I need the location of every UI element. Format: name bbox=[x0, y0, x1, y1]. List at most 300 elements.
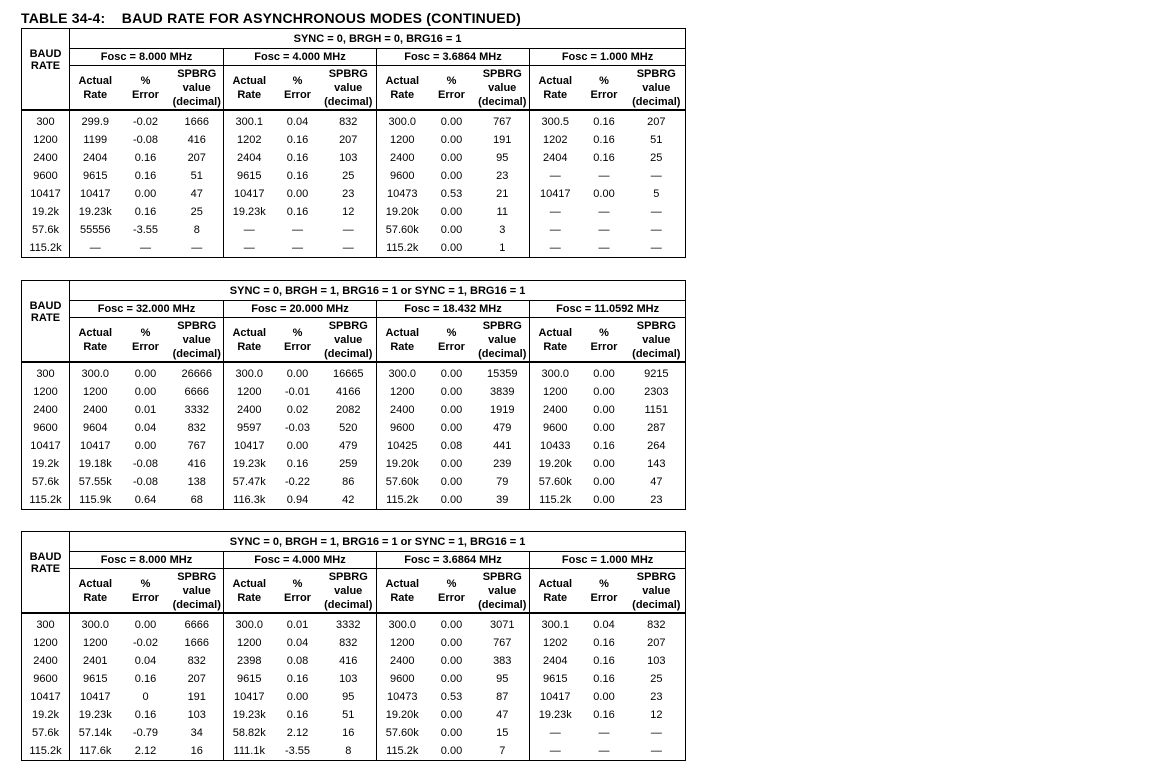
table-row bbox=[22, 613, 686, 634]
fosc-header: Fosc = 4.000 MHz bbox=[224, 552, 377, 569]
table-cell: 0.16 bbox=[286, 206, 309, 218]
table-cell: 0.04 bbox=[286, 637, 309, 649]
table-cell: 10417 bbox=[79, 440, 111, 452]
table-cell: 117.6k bbox=[70, 742, 121, 761]
baud-rate-cell: 10417 bbox=[22, 688, 70, 706]
table-cell: -0.08 bbox=[132, 458, 159, 470]
table-cell: 58.82k bbox=[232, 727, 266, 739]
table-cell: 207 bbox=[321, 131, 377, 149]
table-cell: 1666 bbox=[171, 634, 224, 652]
table-cell: 2082 bbox=[321, 401, 377, 419]
table-cell: 9215 bbox=[628, 362, 686, 383]
table-cell: -0.01 bbox=[284, 386, 311, 398]
baud-rate-cell: 1200 bbox=[22, 634, 70, 652]
table-cell: 0.00 bbox=[286, 368, 309, 380]
baud-rate-cell: 2400 bbox=[22, 401, 70, 419]
table-cell: 259 bbox=[321, 455, 377, 473]
fosc-header: Fosc = 18.432 MHz bbox=[377, 301, 530, 318]
fosc-header: Fosc = 8.000 MHz bbox=[70, 552, 224, 569]
spbrg-value-header: SPBRG value (decimal) bbox=[628, 318, 686, 363]
table-cell: 2400 bbox=[83, 404, 108, 416]
table-cell: — bbox=[628, 724, 686, 742]
table-cell: 10417 bbox=[233, 691, 265, 703]
table-cell: 416 bbox=[171, 455, 224, 473]
baud-rate-cell: 115.2k bbox=[22, 491, 70, 510]
table-cell: 19.23k bbox=[78, 206, 112, 218]
table-cell: 832 bbox=[628, 613, 686, 634]
table-cell: 0.04 bbox=[134, 655, 157, 667]
table-cell: 2303 bbox=[628, 383, 686, 401]
table-cell: 0.00 bbox=[428, 742, 476, 761]
table-cell: 207 bbox=[628, 110, 686, 131]
table-cell: — bbox=[598, 206, 610, 218]
table-cell: 1151 bbox=[628, 401, 686, 419]
table-cell: 300.0 bbox=[388, 368, 417, 380]
table-cell: — bbox=[628, 167, 686, 185]
baud-rate-cell: 57.6k bbox=[22, 221, 70, 239]
table-cell: 767 bbox=[476, 634, 530, 652]
percent-error-header: % Error bbox=[121, 318, 171, 363]
table-cell: 300.0 bbox=[541, 368, 570, 380]
baud-rate-cell: 9600 bbox=[22, 670, 70, 688]
table-cell: 0.00 bbox=[593, 404, 615, 416]
table-cell: 57.47k bbox=[232, 476, 266, 488]
table-cell: 0.16 bbox=[593, 116, 615, 128]
table-cell: 0 bbox=[142, 691, 149, 703]
baud-rate-cell: 9600 bbox=[22, 167, 70, 185]
table-cell: 767 bbox=[476, 110, 530, 131]
table-cell: 115.2k bbox=[377, 742, 428, 761]
table-cell: 86 bbox=[321, 473, 377, 491]
table-cell: 47 bbox=[476, 706, 530, 724]
actual-rate-header: Actual Rate bbox=[377, 318, 428, 363]
table-cell: 0.00 bbox=[593, 691, 615, 703]
table-row bbox=[22, 473, 686, 491]
table-cell: 416 bbox=[171, 131, 224, 149]
baud-rate-cell: 115.2k bbox=[22, 239, 70, 258]
table-cell: 2404 bbox=[543, 655, 568, 667]
baud-rate-cell: 1200 bbox=[22, 131, 70, 149]
table-cell: 4166 bbox=[321, 383, 377, 401]
table-cell: 115.2k bbox=[377, 239, 428, 258]
table-cell: 15359 bbox=[476, 362, 530, 383]
spbrg-value-header: SPBRG value (decimal) bbox=[171, 318, 224, 363]
baud-rate-cell: 10417 bbox=[22, 185, 70, 203]
table-cell: 2398 bbox=[237, 655, 262, 667]
table-cell: 2.12 bbox=[286, 727, 309, 739]
table-cell: — bbox=[321, 239, 377, 258]
table-row bbox=[22, 688, 686, 706]
table-cell: 19.23k bbox=[232, 709, 266, 721]
table-cell: 0.00 bbox=[440, 134, 463, 146]
table-cell: 57.60k bbox=[385, 224, 419, 236]
table-cell: 12 bbox=[321, 203, 377, 221]
table-cell: -0.22 bbox=[284, 476, 311, 488]
baud-rate-cell: 10417 bbox=[22, 437, 70, 455]
table-cell: 300.0 bbox=[81, 619, 110, 631]
baud-rate-cell: 115.2k bbox=[22, 742, 70, 761]
table-title: TABLE 34-4: BAUD RATE FOR ASYNCHRONOUS MODES (CONTINUED) bbox=[21, 10, 521, 26]
table-cell: 103 bbox=[171, 706, 224, 724]
table-cell: 0.16 bbox=[286, 152, 309, 164]
table-cell: 0.04 bbox=[286, 116, 309, 128]
table-cell: — bbox=[549, 224, 561, 236]
percent-error-header: % Error bbox=[275, 318, 321, 363]
table-cell: 47 bbox=[628, 473, 686, 491]
table-cell: 2.12 bbox=[121, 742, 171, 761]
table-cell: 143 bbox=[628, 455, 686, 473]
table-cell: 115.2k bbox=[530, 491, 581, 510]
table-row bbox=[22, 185, 686, 203]
table-cell: — bbox=[628, 239, 686, 258]
table-cell: 10417 bbox=[539, 691, 571, 703]
table-cell: 19.20k bbox=[385, 458, 419, 470]
percent-error-header: % Error bbox=[275, 66, 321, 111]
table-cell: 47 bbox=[171, 185, 224, 203]
table-cell: 2400 bbox=[390, 152, 415, 164]
table-cell: 10473 bbox=[386, 691, 418, 703]
table-cell: 87 bbox=[476, 688, 530, 706]
table-cell: 0.00 bbox=[134, 188, 157, 200]
table-cell: 138 bbox=[171, 473, 224, 491]
spbrg-value-header: SPBRG value (decimal) bbox=[628, 569, 686, 614]
table-cell: 0.08 bbox=[440, 440, 463, 452]
table-cell: 767 bbox=[171, 437, 224, 455]
fosc-header: Fosc = 1.000 MHz bbox=[530, 552, 686, 569]
table-row bbox=[22, 491, 686, 510]
percent-error-header: % Error bbox=[581, 66, 628, 111]
table-cell: 479 bbox=[476, 419, 530, 437]
table-cell: 51 bbox=[171, 167, 224, 185]
table-cell: 19.23k bbox=[78, 709, 112, 721]
table-cell: 0.00 bbox=[593, 188, 615, 200]
table-cell: 10417 bbox=[233, 440, 265, 452]
actual-rate-header: Actual Rate bbox=[224, 66, 275, 111]
table-cell: 57.60k bbox=[385, 476, 419, 488]
table-cell: 0.00 bbox=[286, 188, 309, 200]
table-cell: 6666 bbox=[171, 383, 224, 401]
table-cell: 51 bbox=[628, 131, 686, 149]
table-cell: 520 bbox=[321, 419, 377, 437]
table-cell: 8 bbox=[171, 221, 224, 239]
table-cell: 416 bbox=[321, 652, 377, 670]
spbrg-value-header: SPBRG value (decimal) bbox=[321, 569, 377, 614]
table-cell: 0.53 bbox=[440, 188, 463, 200]
table-cell: 21 bbox=[476, 185, 530, 203]
fosc-header: Fosc = 3.6864 MHz bbox=[377, 49, 530, 66]
table-cell: 287 bbox=[628, 419, 686, 437]
table-cell: 832 bbox=[321, 110, 377, 131]
table-cell: 239 bbox=[476, 455, 530, 473]
table-cell: 1200 bbox=[390, 637, 415, 649]
table-cell: 0.00 bbox=[440, 637, 463, 649]
table-cell: 10425 bbox=[386, 440, 418, 452]
table-cell: 1200 bbox=[390, 134, 415, 146]
table-cell: 383 bbox=[476, 652, 530, 670]
table-cell: 0.08 bbox=[286, 655, 309, 667]
table-cell: -3.55 bbox=[132, 224, 159, 236]
table-cell: 9600 bbox=[390, 673, 415, 685]
table-cell: 19.23k bbox=[232, 206, 266, 218]
table-cell: -0.08 bbox=[132, 134, 159, 146]
table-cell: 16 bbox=[321, 724, 377, 742]
table-cell: 12 bbox=[628, 706, 686, 724]
table-cell: 3332 bbox=[171, 401, 224, 419]
baud-rate-cell: 19.2k bbox=[22, 706, 70, 724]
table-cell: — bbox=[121, 239, 171, 258]
table-cell: 0.16 bbox=[134, 206, 157, 218]
table-cell: — bbox=[224, 239, 275, 258]
table-cell: 191 bbox=[171, 688, 224, 706]
table-cell: 0.16 bbox=[593, 440, 615, 452]
table-cell: 0.00 bbox=[428, 239, 476, 258]
table-row bbox=[22, 401, 686, 419]
fosc-header: Fosc = 8.000 MHz bbox=[70, 49, 224, 66]
table-cell: 19.23k bbox=[538, 709, 572, 721]
table-row bbox=[22, 221, 686, 239]
table-cell: — bbox=[243, 224, 255, 236]
table-cell: 0.00 bbox=[134, 440, 157, 452]
table-cell: 25 bbox=[628, 670, 686, 688]
table-cell: 10417 bbox=[233, 188, 265, 200]
table-cell: 0.00 bbox=[593, 476, 615, 488]
table-cell: 832 bbox=[171, 652, 224, 670]
percent-error-header: % Error bbox=[581, 569, 628, 614]
fosc-header: Fosc = 20.000 MHz bbox=[224, 301, 377, 318]
table-cell: 2404 bbox=[543, 152, 568, 164]
table-cell: 300.5 bbox=[541, 116, 570, 128]
table-cell: — bbox=[598, 170, 610, 182]
actual-rate-header: Actual Rate bbox=[70, 569, 121, 614]
table-cell: 2400 bbox=[237, 404, 262, 416]
actual-rate-header: Actual Rate bbox=[70, 66, 121, 111]
table-cell: 0.64 bbox=[121, 491, 171, 510]
baud-rate-header: BAUD RATE bbox=[22, 532, 70, 614]
table-cell: 1919 bbox=[476, 401, 530, 419]
baud-rate-cell: 300 bbox=[22, 110, 70, 131]
table-cell: 299.9 bbox=[81, 116, 110, 128]
table-cell: 0.16 bbox=[593, 152, 615, 164]
table-cell: 9615 bbox=[237, 170, 262, 182]
percent-error-header: % Error bbox=[581, 318, 628, 363]
table-cell: 0.00 bbox=[440, 224, 463, 236]
table-cell: 1666 bbox=[171, 110, 224, 131]
baud-rate-cell: 19.2k bbox=[22, 455, 70, 473]
table-cell: 0.16 bbox=[593, 673, 615, 685]
table-cell: 9604 bbox=[83, 422, 108, 434]
table-cell: 191 bbox=[476, 131, 530, 149]
table-caption: SYNC = 0, BRGH = 1, BRG16 = 1 or SYNC = 1, BRG16 = 1 bbox=[70, 532, 686, 552]
actual-rate-header: Actual Rate bbox=[224, 569, 275, 614]
fosc-header: Fosc = 1.000 MHz bbox=[530, 49, 686, 66]
table-cell: 0.16 bbox=[286, 170, 309, 182]
table-cell: 25 bbox=[628, 149, 686, 167]
table-cell: 0.00 bbox=[440, 655, 463, 667]
table-caption: SYNC = 0, BRGH = 1, BRG16 = 1 or SYNC = 1, BRG16 = 1 bbox=[70, 281, 686, 301]
table-cell: 264 bbox=[628, 437, 686, 455]
table-cell: 300.0 bbox=[81, 368, 110, 380]
table-cell: 0.16 bbox=[134, 170, 157, 182]
table-cell: 0.00 bbox=[134, 386, 157, 398]
table-cell: 95 bbox=[476, 670, 530, 688]
table-cell: 0.16 bbox=[134, 152, 157, 164]
table-cell: — bbox=[171, 239, 224, 258]
table-cell: 0.00 bbox=[440, 368, 463, 380]
table-cell: 0.00 bbox=[440, 170, 463, 182]
spbrg-value-header: SPBRG value (decimal) bbox=[628, 66, 686, 111]
percent-error-header: % Error bbox=[275, 569, 321, 614]
table-cell: 832 bbox=[321, 634, 377, 652]
table-cell: 9597 bbox=[237, 422, 262, 434]
table-cell: 0.01 bbox=[286, 619, 309, 631]
table-cell: — bbox=[628, 742, 686, 761]
table-cell: 19.20k bbox=[385, 709, 419, 721]
table-cell: 0.00 bbox=[440, 152, 463, 164]
table-cell: 103 bbox=[628, 652, 686, 670]
table-cell: 300.0 bbox=[388, 116, 417, 128]
table-cell: 0.00 bbox=[440, 404, 463, 416]
table-cell: -0.02 bbox=[132, 637, 159, 649]
table-cell: 34 bbox=[171, 724, 224, 742]
table-cell: 0.00 bbox=[134, 619, 157, 631]
table-cell: 0.16 bbox=[286, 673, 309, 685]
spbrg-value-header: SPBRG value (decimal) bbox=[171, 569, 224, 614]
table-cell: 103 bbox=[321, 149, 377, 167]
table-cell: 0.16 bbox=[134, 673, 157, 685]
baud-rate-cell: 300 bbox=[22, 613, 70, 634]
table-cell: 1200 bbox=[83, 386, 108, 398]
table-caption: SYNC = 0, BRGH = 0, BRG16 = 1 bbox=[70, 29, 686, 49]
actual-rate-header: Actual Rate bbox=[70, 318, 121, 363]
table-cell: 10433 bbox=[539, 440, 571, 452]
table-cell: 0.16 bbox=[593, 637, 615, 649]
table-cell: 0.00 bbox=[440, 206, 463, 218]
table-cell: 42 bbox=[321, 491, 377, 510]
table-cell: — bbox=[321, 221, 377, 239]
percent-error-header: % Error bbox=[428, 318, 476, 363]
table-row bbox=[22, 634, 686, 652]
table-cell: 15 bbox=[476, 724, 530, 742]
percent-error-header: % Error bbox=[428, 569, 476, 614]
table-cell: 57.60k bbox=[385, 727, 419, 739]
table-cell: 9600 bbox=[390, 170, 415, 182]
table-cell: 0.16 bbox=[134, 709, 157, 721]
table-cell: 0.16 bbox=[593, 655, 615, 667]
table-row bbox=[22, 362, 686, 383]
table-cell: 0.00 bbox=[593, 368, 615, 380]
table-cell: 207 bbox=[628, 634, 686, 652]
table-row bbox=[22, 724, 686, 742]
table-cell: 479 bbox=[321, 437, 377, 455]
baud-rate-header: BAUD RATE bbox=[22, 281, 70, 363]
fosc-header: Fosc = 4.000 MHz bbox=[224, 49, 377, 66]
table-cell: 0.16 bbox=[286, 134, 309, 146]
baud-rate-cell: 57.6k bbox=[22, 473, 70, 491]
table-row bbox=[22, 149, 686, 167]
actual-rate-header: Actual Rate bbox=[530, 569, 581, 614]
table-cell: — bbox=[530, 742, 581, 761]
table-cell: 0.00 bbox=[593, 458, 615, 470]
table-cell: 23 bbox=[476, 167, 530, 185]
table-cell: 9615 bbox=[83, 170, 108, 182]
table-cell: 2400 bbox=[543, 404, 568, 416]
table-cell: — bbox=[598, 727, 610, 739]
table-cell: 23 bbox=[628, 688, 686, 706]
table-cell: 0.00 bbox=[440, 422, 463, 434]
spbrg-value-header: SPBRG value (decimal) bbox=[476, 569, 530, 614]
table-cell: — bbox=[598, 224, 610, 236]
table-cell: 16 bbox=[171, 742, 224, 761]
actual-rate-header: Actual Rate bbox=[377, 569, 428, 614]
table-cell: 9615 bbox=[83, 673, 108, 685]
actual-rate-header: Actual Rate bbox=[530, 66, 581, 111]
table-cell: — bbox=[549, 727, 561, 739]
table-cell: 0.16 bbox=[593, 709, 615, 721]
table-row bbox=[22, 742, 686, 761]
table-cell: 19.20k bbox=[385, 206, 419, 218]
table-cell: 0.04 bbox=[593, 619, 615, 631]
table-cell: 115.2k bbox=[377, 491, 428, 510]
table-cell: 103 bbox=[321, 670, 377, 688]
table-cell: — bbox=[549, 170, 561, 182]
table-cell: 3332 bbox=[321, 613, 377, 634]
table-cell: 11 bbox=[476, 203, 530, 221]
table-cell: — bbox=[275, 239, 321, 258]
actual-rate-header: Actual Rate bbox=[377, 66, 428, 111]
table-cell: 3071 bbox=[476, 613, 530, 634]
table-cell: 19.20k bbox=[538, 458, 572, 470]
table-cell: — bbox=[581, 239, 628, 258]
table-cell: 3839 bbox=[476, 383, 530, 401]
table-cell: 0.00 bbox=[286, 440, 309, 452]
table-cell: — bbox=[628, 221, 686, 239]
baud-rate-table-2 bbox=[21, 280, 686, 510]
table-cell: 1199 bbox=[83, 134, 108, 146]
table-cell: 300.0 bbox=[388, 619, 417, 631]
table-cell: 0.04 bbox=[134, 422, 157, 434]
baud-rate-cell: 1200 bbox=[22, 383, 70, 401]
table-cell: — bbox=[549, 206, 561, 218]
table-cell: -0.08 bbox=[132, 476, 159, 488]
table-row bbox=[22, 239, 686, 258]
table-cell: -0.79 bbox=[132, 727, 159, 739]
table-cell: 0.16 bbox=[286, 458, 309, 470]
table-cell: — bbox=[70, 239, 121, 258]
table-cell: 10417 bbox=[79, 188, 111, 200]
fosc-header: Fosc = 11.0592 MHz bbox=[530, 301, 686, 318]
table-cell: -3.55 bbox=[275, 742, 321, 761]
table-cell: 10417 bbox=[79, 691, 111, 703]
table-cell: 207 bbox=[171, 149, 224, 167]
table-cell: 0.00 bbox=[440, 116, 463, 128]
table-cell: 300.0 bbox=[235, 368, 264, 380]
table-cell: 6666 bbox=[171, 613, 224, 634]
table-cell: 3 bbox=[476, 221, 530, 239]
table-cell: 0.00 bbox=[440, 727, 463, 739]
table-cell: 10473 bbox=[386, 188, 418, 200]
actual-rate-header: Actual Rate bbox=[530, 318, 581, 363]
spbrg-value-header: SPBRG value (decimal) bbox=[476, 318, 530, 363]
table-cell: 55556 bbox=[79, 224, 111, 236]
table-cell: 1202 bbox=[543, 637, 568, 649]
table-cell: 207 bbox=[171, 670, 224, 688]
table-cell: 79 bbox=[476, 473, 530, 491]
table-cell: 23 bbox=[321, 185, 377, 203]
table-cell: 19.18k bbox=[78, 458, 112, 470]
percent-error-header: % Error bbox=[428, 66, 476, 111]
table-cell: 0.00 bbox=[428, 491, 476, 510]
table-cell: 39 bbox=[476, 491, 530, 510]
